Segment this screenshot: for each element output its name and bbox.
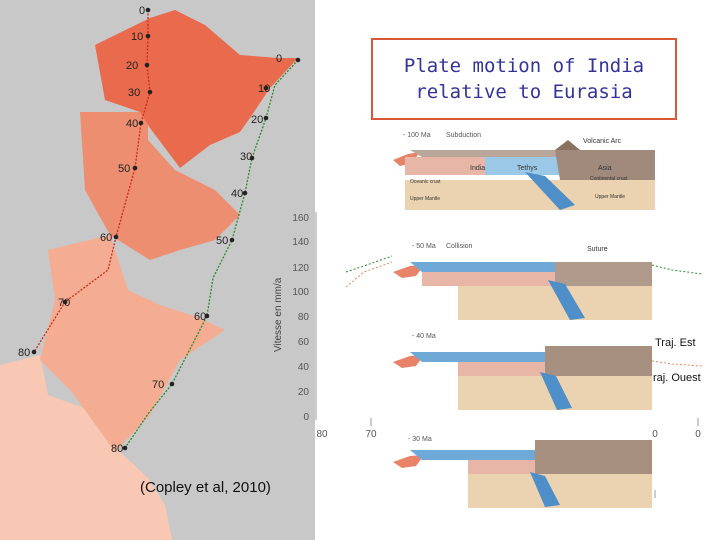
velocity-chart-xtick: 80 — [316, 429, 328, 440]
west-track-age-label: 70 — [58, 297, 71, 309]
label-continental-crust: Continental crust — [590, 176, 628, 182]
east-track-age-label: 10 — [258, 83, 271, 95]
velocity-chart-ytick: 80 — [297, 312, 309, 323]
upper-mantle — [468, 474, 652, 508]
panel-100ma — [393, 132, 655, 210]
west-track-age-label: 10 — [131, 31, 144, 43]
west-track-age-label: 30 — [128, 87, 141, 99]
west-track-age-label: 50 — [118, 163, 131, 175]
velocity-chart-xtick: 0 — [652, 429, 658, 440]
west-track-dot — [146, 34, 151, 39]
velocity-chart-ytick: 140 — [292, 237, 309, 248]
east-track-dot — [123, 446, 128, 451]
east-track-age-label: 60 — [194, 311, 207, 323]
panel-age: - 100 Ma — [403, 132, 431, 139]
east-track-age-label: 30 — [240, 151, 253, 163]
west-track-dot — [145, 63, 150, 68]
title-line-2: relative to Eurasia — [415, 81, 633, 103]
asia-block — [545, 346, 652, 378]
title-line-1: Plate motion of India — [403, 55, 645, 77]
west-track-age-label: 40 — [126, 118, 139, 130]
legend-west: raj. Ouest — [653, 372, 701, 384]
west-track-dot — [146, 8, 151, 13]
west-track-dot — [133, 166, 138, 171]
citation: (Copley et al, 2010) — [140, 479, 271, 496]
panel-age: - 50 Ma — [412, 243, 436, 250]
label-upper-mantle-right: Upper Mantle — [595, 194, 626, 200]
panel-stage: Collision — [446, 243, 473, 250]
west-track-dot — [139, 121, 144, 126]
title-box — [371, 38, 677, 120]
label-upper-mantle: Upper Mantle — [410, 196, 441, 202]
panel-age: - 30 Ma — [408, 436, 432, 443]
velocity-chart-ytick: 160 — [292, 213, 309, 224]
east-track-age-label: 50 — [216, 235, 229, 247]
east-track-age-label: 0 — [276, 53, 283, 65]
label-oceanic-crust: Oceanic crust — [410, 179, 441, 185]
velocity-chart-ylabel: Vitesse en mm/a — [273, 277, 284, 352]
velocity-chart-xtick: 0 — [695, 429, 701, 440]
west-track-age-label: 20 — [126, 60, 139, 72]
velocity-chart-ytick: 40 — [297, 362, 309, 373]
asia-block — [535, 440, 652, 476]
west-track-dot — [114, 235, 119, 240]
velocity-chart-ytick: 120 — [292, 263, 309, 274]
velocity-curve-right-2 — [652, 361, 702, 366]
west-track-dot — [32, 350, 37, 355]
panel-30ma — [393, 436, 652, 508]
east-track-dot — [296, 58, 301, 63]
east-track-age-label: 20 — [251, 114, 264, 126]
volcanic-arc — [555, 140, 580, 150]
west-track-age-label: 80 — [18, 347, 31, 359]
velocity-chart-ytick: 100 — [292, 287, 309, 298]
west-track-dot — [148, 90, 153, 95]
velocity-curve-west — [346, 262, 392, 287]
east-track-dot — [230, 238, 235, 243]
velocity-curve-right — [652, 265, 702, 274]
east-track-dot — [170, 382, 175, 387]
label-volcanic-arc: Volcanic Arc — [583, 138, 622, 145]
velocity-chart-ytick: 60 — [297, 337, 309, 348]
velocity-chart-ytick: 20 — [297, 387, 309, 398]
panel-age: - 40 Ma — [412, 333, 436, 340]
east-track-dot — [264, 116, 269, 121]
panel-stage: Subduction — [446, 132, 482, 139]
velocity-chart-xtick: 70 — [365, 429, 377, 440]
label-suture: Suture — [587, 246, 608, 253]
panel-40ma — [393, 333, 652, 410]
west-track-age-label: 60 — [100, 232, 113, 244]
label-tethys: Tethys — [517, 165, 538, 172]
east-track-dot — [243, 191, 248, 196]
panel-50ma — [393, 243, 652, 320]
east-track-age-label: 70 — [152, 379, 165, 391]
velocity-chart-ytick: 0 — [303, 412, 309, 423]
legend-east: Traj. Est — [655, 337, 696, 349]
asia-block — [555, 262, 652, 288]
east-track-age-label: 40 — [231, 188, 244, 200]
east-track-age-label: 80 — [111, 443, 124, 455]
label-asia: Asia — [598, 165, 612, 172]
label-india: India — [470, 165, 486, 172]
west-track-age-label: 0 — [139, 5, 146, 17]
